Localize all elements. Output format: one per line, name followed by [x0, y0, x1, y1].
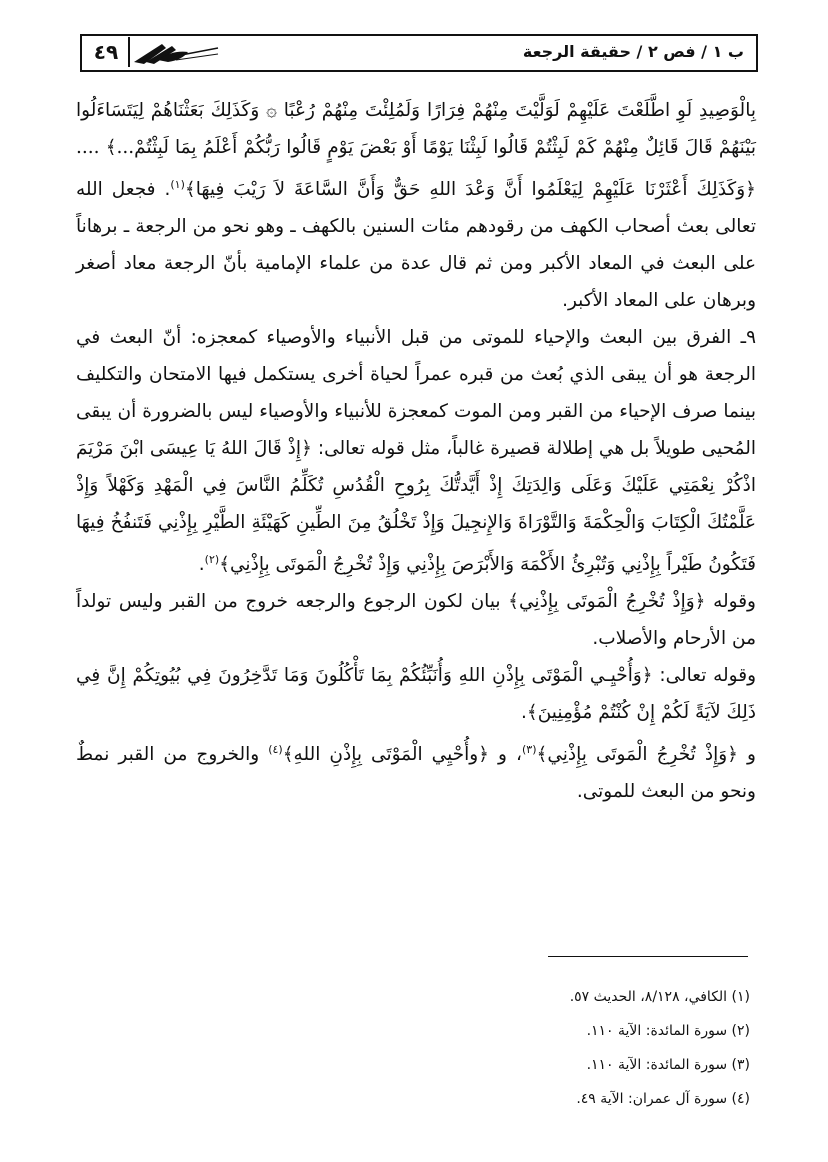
paragraph-text: وقوله تعالى: ﴿وَأُحْيِـي الْمَوْتَى بِإِذْنِ اللهِ وَأُنَبِّئُكُمْ بِمَا تَأْكُلُونَ وَمَا تَدَّخِرُونَ فِي بُيُوتِكُمْ إِنَّ فِي ذَلِكَ لآيَةً لَكُمْ إِنْ كُنْتُمْ مُؤْمِنِينَ﴾. [76, 665, 756, 724]
page-number: ٤٩ [84, 37, 130, 67]
footnote-ref: (٣) [521, 743, 537, 757]
footnote: (١) الكافي، ٨/١٢٨، الحديث ٥٧. [569, 989, 750, 1005]
paragraph [76, 731, 756, 810]
chapter-title: ب ١ / فص ٢ / حقيقة الرجعة [522, 42, 744, 61]
paragraph [76, 92, 756, 319]
paragraph [76, 657, 756, 731]
paragraph-text: . [198, 554, 205, 576]
paragraph-text: و ﴿وَإِذْ تُخْرِجُ الْمَوتَى بِإِذْنِي﴾ [536, 744, 756, 766]
footnote: (٤) سورة آل عمران: الآية ٤٩. [576, 1091, 750, 1107]
footnote-ref: (٤) [268, 743, 283, 757]
quran-verse: بِالْوَصِيدِ لَوِ اطَّلَعْتَ عَلَيْهِمْ لَوَلَّيْتَ مِنْهُمْ فِرَارًا وَلَمُلِئْتَ مِنْهُمْ رُعْبًا ۞ وَكَذَلِكَ بَعَثْنَاهُمْ لِيَتَسَاءَلُوا بَيْنَهُمْ قَالَ قَائِلٌ مِنْهُمْ كَمْ لَبِثْتُمْ قَالُوا لَبِثْنَا يَوْمًا أَوْ بَعْضَ يَوْمٍ قَالُوا رَبُّكُمْ أَعْلَمُ بِمَا لَبِثْتُمْ...﴾ .... ﴿وَكَذَلِكَ أَعْثَرْنَا عَلَيْهِمْ لِيَعْلَمُوا أَنَّ وَعْدَ اللهِ حَقٌّ وَأَنَّ السَّاعَةَ لاَ رَيْبَ فِيهَا﴾ [76, 100, 756, 201]
paragraph-text: وقوله ﴿وَإِذْ تُخْرِجُ الْمَوتَى بِإِذْنِي﴾ بيان لكون الرجوع والرجعه خروج من القبر وليس تولداً من الأرحام والأصلاب. [76, 591, 756, 650]
paragraph [76, 583, 756, 657]
footnote: (٢) سورة المائدة: الآية ١١٠. [586, 1023, 750, 1039]
paragraph-text: والخروج من القبر نمطٌ ونحو من البعث للموتى. [76, 744, 756, 803]
paragraph-text: . فجعل الله تعالى بعث أصحاب الكهف من رقودهم مئات السنين بالكهف ـ وهو نحو من الرجعة ـ برهاناً على البعث في المعاد الأكبر ومن ثم قال عدة من علماء الإمامية بأنّ الرجعة معاد أصغر وبرهان على المعاد الأكبر. [76, 179, 756, 312]
footnote: (٣) سورة المائدة: الآية ١١٠. [586, 1057, 750, 1073]
paragraph [76, 319, 756, 583]
footnote-divider [548, 956, 748, 957]
paragraph-text: ٩ـ الفرق بين البعث والإحياء للموتى من قبل الأنبياء والأوصياء كمعجزه: أنّ البعث في الرجعة هو أن يبقى الذي بُعث من قبره عمراً لحياة أخرى يستكمل فيها الامتحان والتكليف بينما صرف الإحياء من القبر ومن الموت كمعجزة للأنبياء والأوصياء ليس بالضرورة أن يبقى المُحيى طويلاً بل هي إطلالة قصيرة غالباً، مثل قوله تعالى: ﴿إِذْ قَالَ اللهُ يَا عِيسَى ابْنَ مَرْيَمَ اذْكُرْ نِعْمَتِي عَلَيْكَ وَعَلَى وَالِدَتِكَ إِذْ أَيَّدتُّكَ بِرُوحِ الْقُدُسِ تُكَلِّمُ النَّاسَ فِي الْمَهْدِ وَكَهْلاً وَإِذْ عَلَّمْتُكَ الْكِتَابَ وَالْحِكْمَةَ وَالتَّوْرَاةَ وَالإِنجِيلَ وَإِذْ تَخْلُقُ مِنَ الطِّينِ كَهَيْئَةِ الطَّيْرِ بِإِذْنِي فَتَنفُخُ فِيهَا فَتَكُونُ طَيْراً بِإِذْنِي وَتُبْرِئُ الأَكْمَهَ وَالأَبْرَصَ بِإِذْنِي وَإِذْ تُخْرِجُ الْمَوتَى بِإِذْنِي﴾ [76, 327, 756, 576]
paragraph-text: ، و ﴿وأُحْيِي الْمَوْتَى بِإِذْنِ اللهِ﴾ [282, 744, 522, 766]
footnote-ref: (٢) [204, 553, 220, 567]
main-text [76, 92, 756, 810]
footnotes [440, 980, 750, 1116]
ornament-icon [132, 40, 222, 66]
footnote-ref: (١) [170, 178, 185, 191]
running-header [80, 34, 758, 72]
